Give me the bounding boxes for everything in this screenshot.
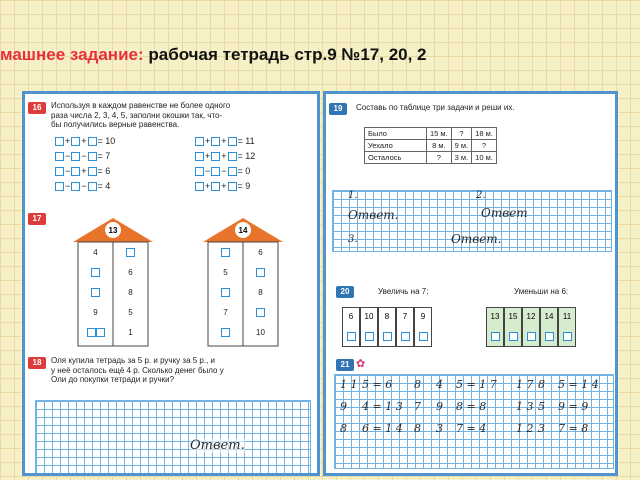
equation-token: − [81, 181, 87, 191]
equation-token: = 11 [237, 136, 255, 146]
task-21-entry: 8 [414, 422, 421, 435]
answer-box[interactable] [88, 152, 97, 161]
task-21-entry: 3 [436, 422, 443, 435]
strip-cell [396, 307, 414, 347]
equation-token: − [205, 166, 211, 176]
task-21-entry: 5 = 1 4 [558, 378, 599, 391]
equation-token: + [65, 136, 71, 146]
equation-token: + [221, 151, 227, 161]
house-number: 6 [128, 268, 133, 277]
strip-cell [540, 307, 558, 347]
equation [55, 166, 110, 176]
task-21-entry: 1 2 [516, 422, 534, 435]
equation-token: + [205, 181, 211, 191]
answer-box[interactable] [55, 137, 64, 146]
task-21-entry: 5 = 6 [362, 378, 393, 391]
table-cell: Уехало [365, 140, 427, 152]
strip-cell [342, 307, 360, 347]
task-21-entry: 4 = 1 3 [362, 400, 403, 413]
answer-box[interactable] [195, 137, 204, 146]
equation [195, 136, 255, 146]
task-21-entry: 8 = 8 [456, 400, 487, 413]
task-18-line: Оля купила тетрадь за 5 р. и ручку за 5 р., и [51, 356, 215, 365]
task-21-entry: 5 = 1 7 [456, 378, 497, 391]
equation-token: + [81, 136, 87, 146]
table-cell: ? [451, 128, 472, 140]
homework-header [0, 40, 427, 70]
task-21-entry: 9 [340, 400, 347, 413]
answer-box[interactable] [347, 332, 356, 341]
answer-box[interactable] [491, 332, 500, 341]
answer-box[interactable] [195, 167, 204, 176]
answer-box[interactable] [211, 167, 220, 176]
strip-number: 8 [384, 312, 390, 321]
task-21-entry: 1 3 [516, 400, 534, 413]
equation-token: = 10 [97, 136, 116, 146]
equation [195, 166, 250, 176]
task-19-answer-3: Ответ. [451, 232, 502, 246]
answer-box[interactable] [88, 167, 97, 176]
answer-box[interactable] [208, 288, 243, 299]
roof-number: 14 [238, 226, 248, 235]
answer-box[interactable] [78, 268, 113, 279]
answer-box[interactable] [91, 268, 100, 277]
task-21-entry: 1 7 [516, 378, 534, 391]
answer-box[interactable] [195, 152, 204, 161]
task-21-entry: 8 [340, 422, 347, 435]
answer-box[interactable] [256, 308, 265, 317]
answer-box[interactable] [221, 328, 230, 337]
table-cell: Было [365, 128, 427, 140]
equation-token: − [81, 151, 87, 161]
equation [55, 181, 110, 191]
answer-box[interactable] [88, 182, 97, 191]
equation-token: = 6 [97, 166, 111, 176]
answer-box[interactable] [243, 308, 278, 319]
answer-box[interactable] [71, 152, 80, 161]
answer-box[interactable] [55, 182, 64, 191]
strip-cell [522, 307, 540, 347]
task-19-text: Составь по таблице три задачи и реши их. [356, 103, 515, 112]
equation-token: = 7 [97, 151, 111, 161]
answer-box[interactable] [527, 332, 536, 341]
answer-box[interactable] [78, 288, 113, 299]
answer-box[interactable] [195, 182, 204, 191]
table-cell: 3 м. [451, 152, 472, 164]
table-cell: 8 м. [427, 140, 452, 152]
strip-number: 13 [490, 312, 500, 321]
strip-cell [360, 307, 378, 347]
strip-cell [378, 307, 396, 347]
equation-token: − [221, 166, 227, 176]
strip-cell [558, 307, 576, 347]
house-13 [73, 218, 153, 348]
task-18-grid[interactable] [35, 400, 311, 474]
house-number: 4 [93, 248, 98, 257]
task-16-line: раза числа 2, 3, 4, 5, заполни окошки так, что- [51, 110, 223, 120]
answer-box[interactable] [563, 332, 572, 341]
task-19-hand-3: 3. [348, 234, 358, 245]
answer-box[interactable] [383, 332, 392, 341]
answer-box[interactable] [78, 328, 113, 339]
table-cell: ? [427, 152, 452, 164]
answer-box[interactable] [208, 248, 243, 259]
equation-token: + [221, 136, 227, 146]
task-16-line: бы получились верные равенства. [51, 120, 180, 129]
task-19-answer-1: Ответ. [348, 208, 399, 222]
answer-box[interactable] [228, 182, 237, 191]
answer-box[interactable] [55, 152, 64, 161]
strip-number: 6 [348, 312, 354, 321]
increase-strip [342, 307, 472, 347]
equation-token: + [205, 136, 211, 146]
answer-box[interactable] [91, 288, 100, 297]
roof-number: 13 [108, 226, 118, 235]
house-number: 8 [128, 288, 133, 297]
task-21-entry: 3 [538, 422, 545, 435]
answer-box[interactable] [55, 167, 64, 176]
task-21-entry: 8 [414, 378, 421, 391]
answer-box[interactable] [88, 137, 97, 146]
equation-token: − [65, 181, 71, 191]
answer-box[interactable] [126, 248, 135, 257]
task-19-hand-1: 1. [348, 190, 358, 201]
equation-token: = 4 [97, 181, 111, 191]
equation-token: + [205, 151, 211, 161]
table-row [365, 128, 497, 140]
task-18-line: Оли до покупки тетради и ручки? [51, 375, 175, 384]
answer-box[interactable] [71, 137, 80, 146]
table-cell: 10 м. [472, 152, 497, 164]
strip-number: 15 [508, 312, 518, 321]
table-cell: Осталось [365, 152, 427, 164]
house-number: 6 [258, 248, 263, 257]
answer-box[interactable] [87, 328, 96, 337]
house-number: 1 [128, 328, 133, 337]
homework-label: машнее задание: [0, 45, 144, 64]
task-16-text [51, 101, 319, 130]
equation-token: − [65, 151, 71, 161]
answer-box[interactable] [228, 167, 237, 176]
decrease-label: Уменьши на 6: [514, 287, 569, 296]
task-number-16: 16 [28, 102, 46, 114]
task-21-entry: 1 1 [340, 378, 358, 391]
house-number: 8 [258, 288, 263, 297]
task-21-entry: 5 [538, 400, 545, 413]
table-row [365, 152, 497, 164]
task-number-19: 19 [329, 103, 347, 115]
task-21-entry: 6 = 1 4 [362, 422, 403, 435]
workbook-page-left [22, 91, 320, 476]
task-19-hand-2: 2. [476, 190, 486, 201]
decrease-strip [486, 307, 596, 347]
task-number-21: 21 [336, 359, 354, 371]
equation [195, 181, 250, 191]
homework-text: рабочая тетрадь стр.9 №17, 20, 2 [148, 45, 427, 64]
strip-number: 7 [402, 312, 408, 321]
answer-box[interactable] [509, 332, 518, 341]
answer-box[interactable] [545, 332, 554, 341]
strip-cell [504, 307, 522, 347]
table-row [365, 140, 497, 152]
answer-box[interactable] [256, 268, 265, 277]
answer-box[interactable] [211, 137, 220, 146]
equation [55, 136, 115, 146]
table-cell: ? [472, 140, 497, 152]
task-21-entry: 7 [414, 400, 421, 413]
strip-cell [486, 307, 504, 347]
task-number-18: 18 [28, 357, 46, 369]
equation-token: = 0 [237, 166, 251, 176]
house-number: 9 [93, 308, 98, 317]
house-number: 10 [256, 328, 265, 337]
equation-token: + [221, 181, 227, 191]
flower-icon: ✿ [356, 358, 366, 370]
strip-cell [414, 307, 432, 347]
task-16-line: Используя в каждом равенстве не более одного [51, 101, 231, 110]
house-number: 5 [128, 308, 133, 317]
strip-number: 14 [544, 312, 554, 321]
task-21-entry: 9 = 9 [558, 400, 589, 413]
equation [55, 151, 110, 161]
house-14 [203, 218, 283, 348]
answer-box[interactable] [221, 288, 230, 297]
equation-token: = 9 [237, 181, 251, 191]
task-21-entry: 9 [436, 400, 443, 413]
table-cell: 18 м. [472, 128, 497, 140]
task-19-table [364, 127, 497, 164]
task-18-answer: Ответ. [190, 438, 245, 453]
task-21-entry: 4 [436, 378, 443, 391]
answer-box[interactable] [71, 167, 80, 176]
answer-box[interactable] [228, 152, 237, 161]
task-21-entry: 7 = 4 [456, 422, 487, 435]
task-21-entry: 7 = 8 [558, 422, 589, 435]
increase-label: Увеличь на 7: [378, 287, 429, 296]
strip-number: 10 [364, 312, 374, 321]
table-cell: 15 м. [427, 128, 452, 140]
answer-box[interactable] [419, 332, 428, 341]
equation-token: + [81, 166, 87, 176]
answer-box[interactable] [211, 182, 220, 191]
strip-number: 9 [420, 312, 426, 321]
equation [195, 151, 255, 161]
table-cell: 9 м. [451, 140, 472, 152]
answer-box[interactable] [401, 332, 410, 341]
answer-box[interactable] [228, 137, 237, 146]
workbook-page-right [323, 91, 618, 476]
answer-box[interactable] [243, 268, 278, 279]
house-number: 5 [223, 268, 228, 277]
equation-token: − [65, 166, 71, 176]
answer-box[interactable] [365, 332, 374, 341]
house-number: 7 [223, 308, 228, 317]
answer-box[interactable] [211, 152, 220, 161]
strip-number: 12 [526, 312, 536, 321]
task-number-17: 17 [28, 213, 46, 225]
equation-token: = 12 [237, 151, 256, 161]
answer-box[interactable] [96, 328, 105, 337]
answer-box[interactable] [71, 182, 80, 191]
answer-box[interactable] [113, 248, 148, 259]
task-18-text [51, 356, 319, 385]
task-number-20: 20 [336, 286, 354, 298]
strip-number: 11 [562, 312, 572, 321]
answer-box[interactable] [208, 328, 243, 339]
answer-box[interactable] [221, 248, 230, 257]
task-19-answer-2: Ответ [481, 206, 528, 220]
task-18-line: у неё осталось ещё 4 р. Сколько денег было у [51, 365, 224, 375]
task-21-entry: 8 [538, 378, 545, 391]
